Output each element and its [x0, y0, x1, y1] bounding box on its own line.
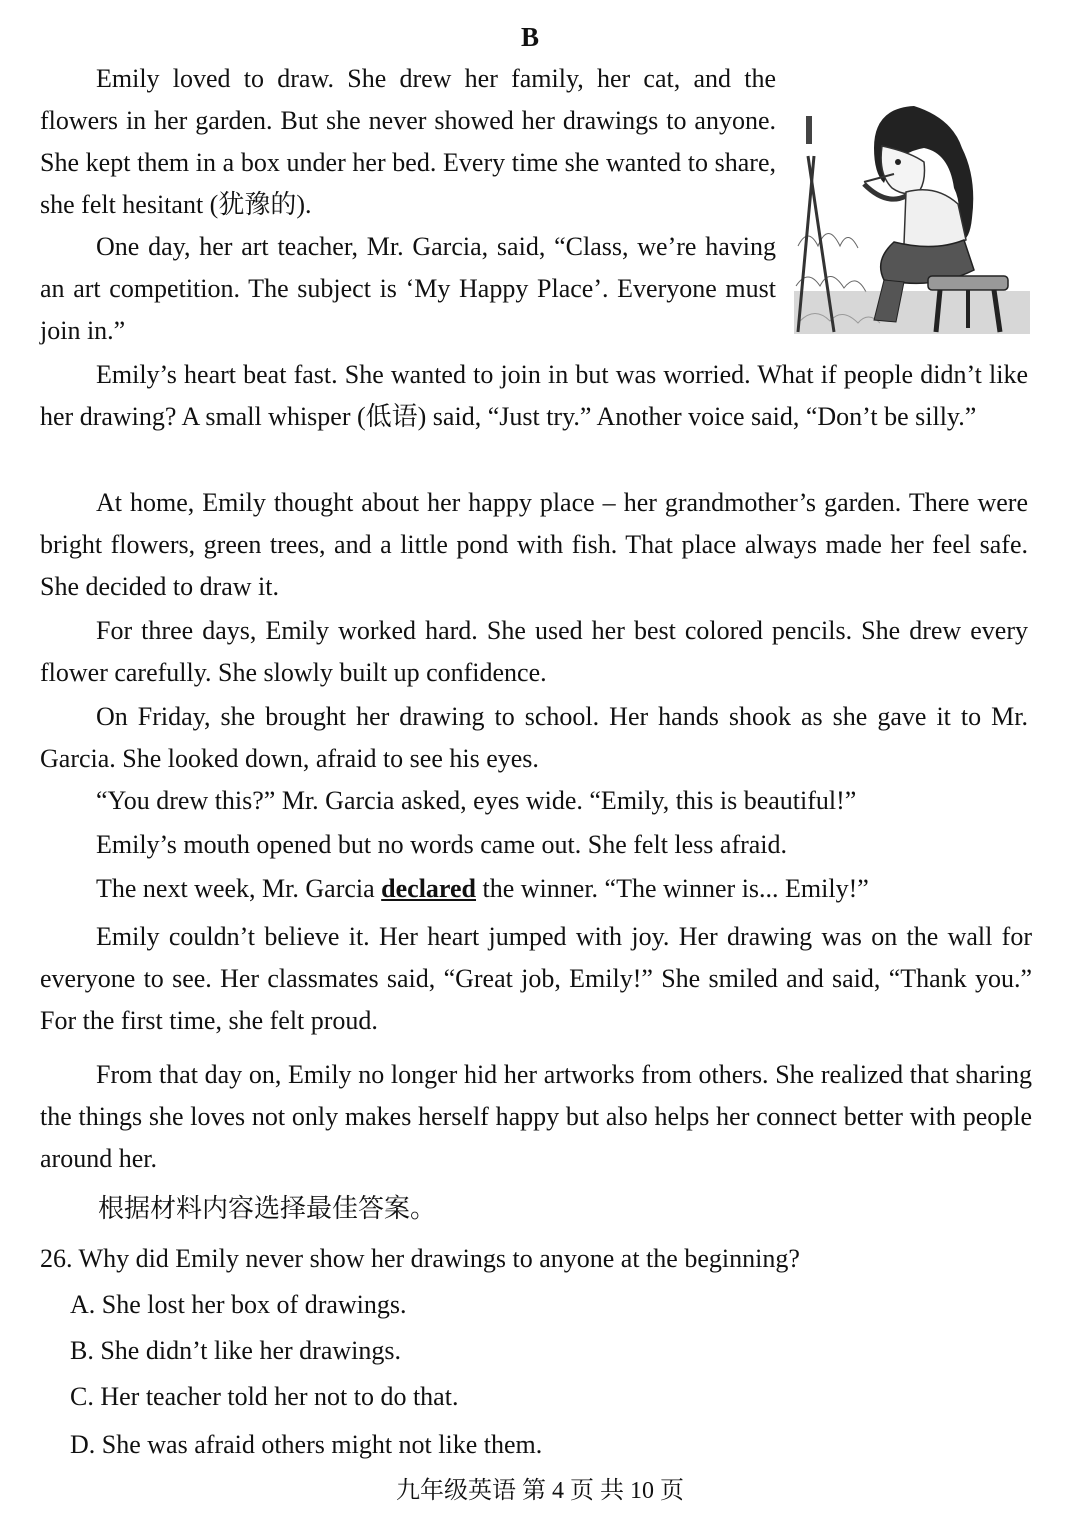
option-a[interactable]: A. She lost her box of drawings.: [70, 1290, 407, 1319]
paragraph-9-start: The next week, Mr. Garcia: [96, 874, 382, 903]
keyword-declared: declared: [381, 874, 477, 903]
section-heading: B: [520, 22, 539, 52]
paragraph-6: On Friday, she brought her drawing to school. Her hands shook as she gave it to Mr. Garcia. She looked down, afraid to see his eyes.: [40, 702, 1028, 773]
paragraph-4: At home, Emily thought about her happy place – her grandmother’s garden. There were bright flowers, green trees, and a little pond with fish. That place always made her feel safe. She decided to draw it.: [40, 488, 1028, 601]
paragraph-5: For three days, Emily worked hard. She used her best colored pencils. She drew every flower carefully. She slowly built up confidence.: [40, 616, 1028, 687]
paragraph-8: Emily’s mouth opened but no words came out. She felt less afraid.: [96, 830, 788, 859]
option-c[interactable]: C. Her teacher told her not to do that.: [70, 1382, 459, 1411]
paragraph-1: Emily loved to draw. She drew her family, her cat, and the flowers in her garden. But she never showed her drawings to anyone. She kept them in a box under her bed. Every time she wanted to share, she felt hesitant (犹豫的).: [40, 64, 776, 219]
page-footer: 九年级英语 第 4 页 共 10 页: [396, 1478, 684, 1504]
girl-drawing-illustration: [794, 96, 1030, 334]
paragraph-11: From that day on, Emily no longer hid her artworks from others. She realized that sharing the things she loves not only makes herself happy but also helps her connect better with people around her.: [40, 1060, 1032, 1173]
paragraph-7: “You drew this?” Mr. Garcia asked, eyes wide. “Emily, this is beautiful!”: [96, 786, 857, 815]
paragraph-9: [40, 868, 1028, 910]
option-b[interactable]: B. She didn’t like her drawings.: [70, 1336, 401, 1365]
option-d[interactable]: D. She was afraid others might not like them.: [70, 1430, 543, 1459]
question-26: 26. Why did Emily never show her drawings to anyone at the beginning?: [40, 1244, 800, 1273]
paragraph-10: Emily couldn’t believe it. Her heart jumped with joy. Her drawing was on the wall for everyone to see. Her classmates said, “Great job, Emily!” She smiled and said, “Thank you.” For the first time, she felt proud.: [40, 922, 1032, 1035]
paragraph-3: Emily’s heart beat fast. She wanted to join in but was worried. What if people didn’t like her drawing? A small whisper (低语) said, “Just try.” Another voice said, “Don’t be silly.”: [40, 360, 1028, 431]
paragraph-2: One day, her art teacher, Mr. Garcia, said, “Class, we’re having an art competition. The subject is ‘My Happy Place’. Everyone must join in.”: [40, 232, 776, 345]
paragraph-9-end: the winner. “The winner is... Emily!”: [476, 874, 869, 903]
question-instruction: 根据材料内容选择最佳答案。: [98, 1194, 437, 1223]
